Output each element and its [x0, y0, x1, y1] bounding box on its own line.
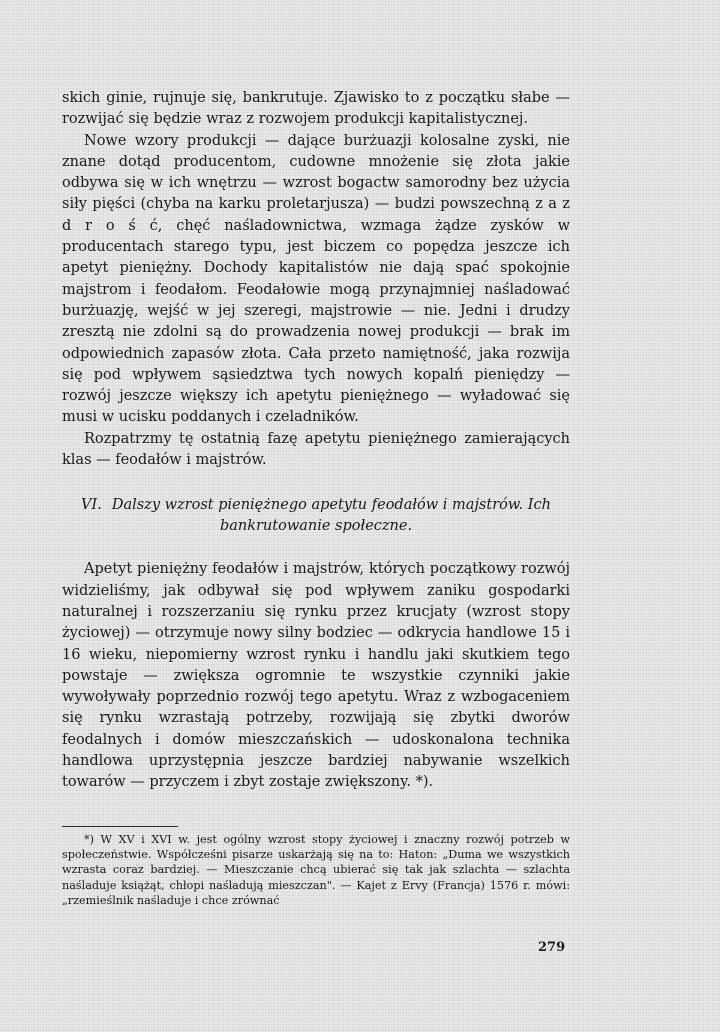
page-number: 279 — [538, 940, 566, 955]
page-body — [62, 88, 570, 794]
paragraph-continued: skich ginie, rujnuje się, bankrutuje. Zjawisko to z początku słabe — rozwijać się będzie wraz z rozwojem produkcji kapitalistycznej. — [62, 90, 570, 128]
section-title: Dalszy wzrost pieniężnego apetytu feodałów i majstrów. Ich bankrutowanie społeczne. — [111, 497, 551, 535]
paragraph-monetary-appetite: Apetyt pieniężny feodałów i majstrów, których początkowy rozwój widzieliśmy, jak odbywał się pod wpływem zaniku gospodarki naturalnej i rozszerzaniu się rynku przez krucjaty (wzrost stopy życiowej) — otrzymuje nowy silny bodziec — odkrycia handlowe 15 i 16 wieku, niepomierny wzrost rynku i handlu jaki skutkiem tego powstaje — zwiększa ogromnie te wszystkie czynniki jakie wywoływały poprzednio rozwój tego apetytu. Wraz z wzbogaceniem się rynku wzrastają potrzeby, rozwijają się zbytki dworów feodalnych i domów mieszczańskich — udoskonalona technika handlowa uprzystępnia jeszcze bardziej nabywanie wszelkich towarów — przyczem i zbyt zostaje zwiększony. *). — [62, 561, 570, 791]
paragraph-new-production: Nowe wzory produkcji — dające burżuazji kolosalne zyski, nie znane dotąd producentom, cudowne mnożenie się złota jakie odbywa się w ich wnętrzu — wzrost bogactw samorodny bez użycia siły pięści (chyba na karku proletarjusza) — budzi powszechną z a z d r o ś ć, chęć naśladownictwa, wzmaga żądze zysków w producentach starego typu, jest biczem co popędza jeszcze ich apetyt pieniężny. Dochody kapitalistów nie dają spać spokojnie majstrom i feodałom. Feodałowie mogą przynajmniej naśladować burżuazję, wejść w jej szeregi, majstrowie — nie. Jedni i drudzy zresztą nie zdolni są do prowadzenia nowej produkcji — brak im odpowiednich zapasów złota. Cała przeto namiętność, jaka rozwija się pod wpływem sąsiedztwa tych nowych kopalń pieniędzy — rozwój jeszcze większy ich apetytu pieniężnego — wyładować się musi w ucisku poddanych i czeladników. — [62, 132, 570, 426]
footnote: *) W XV i XVI w. jest ogólny wzrost stopy życiowej i znaczny rozwój potrzeb w społeczeństwie. Współcześni pisarze uskarżają się na to: Haton: „Duma we wszystkich wzrasta coraz bardziej. — Mieszczanie chcą ubierać się tak jak szlachta — szlachta naśladuje książąt, chłopi naśladują mieszczan". — Kajet z Ervy (Francja) 1576 r. mówi: „rzemieślnik naśladuje i chce zrównać — [62, 833, 570, 907]
footnote-divider — [62, 826, 178, 827]
section-number: VI. — [81, 497, 102, 514]
section-heading — [62, 495, 570, 537]
paragraph-consider: Rozpatrzmy tę ostatnią fazę apetytu pieniężnego zamierających klas — feodałów i majstrów. — [62, 430, 570, 469]
